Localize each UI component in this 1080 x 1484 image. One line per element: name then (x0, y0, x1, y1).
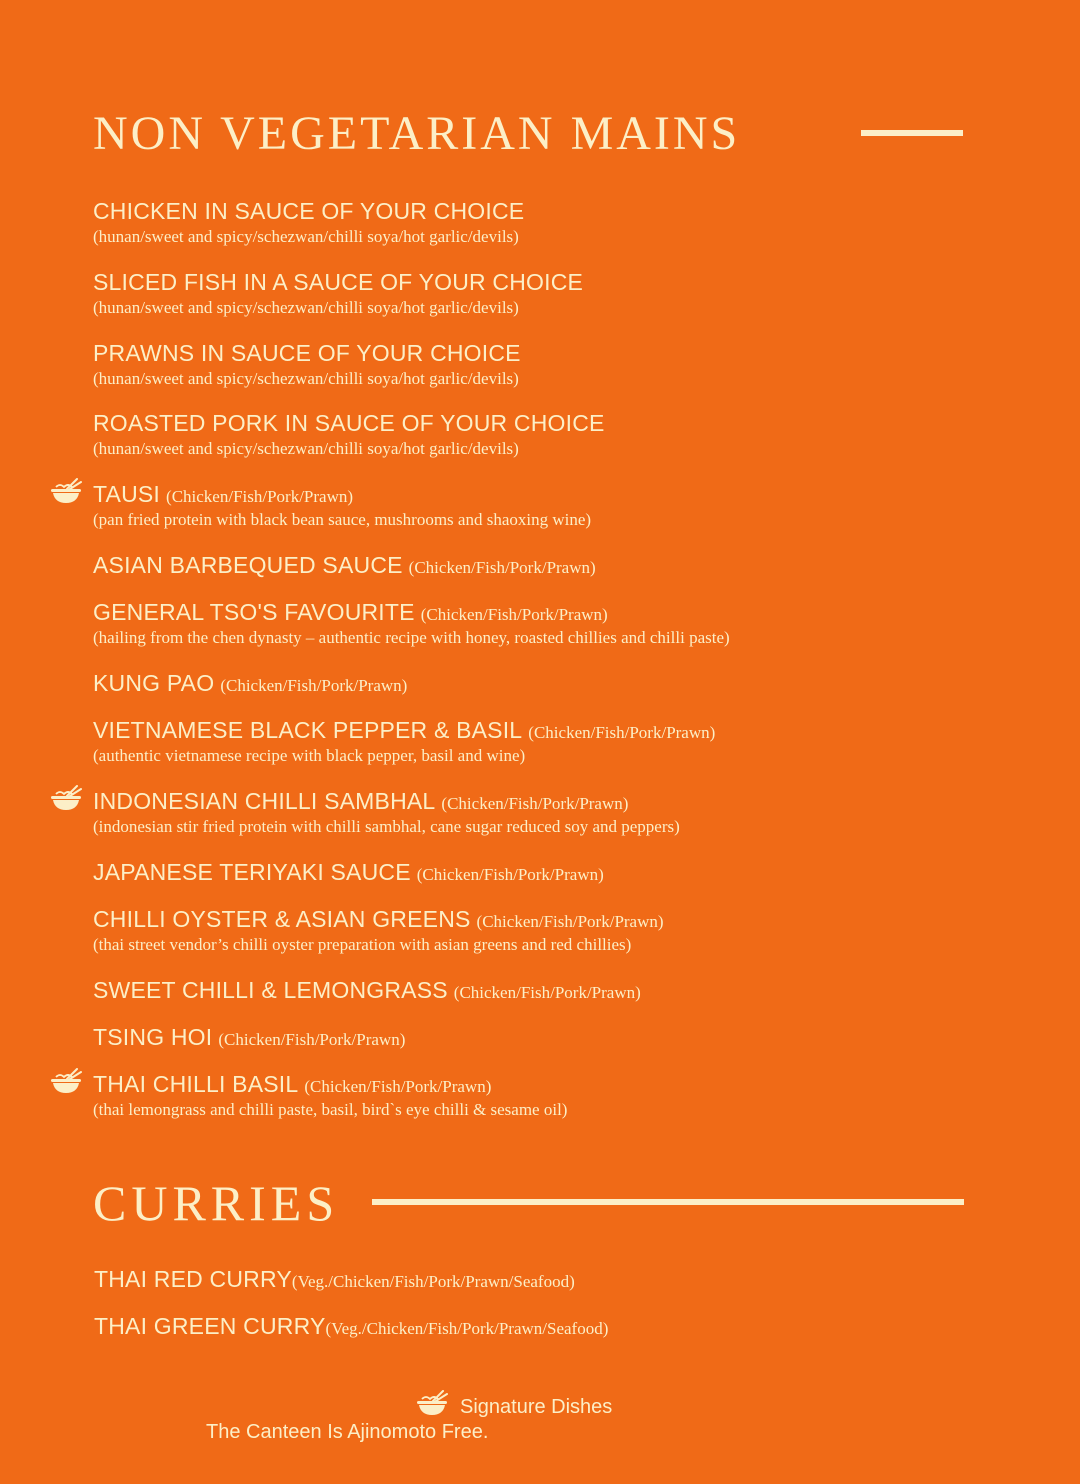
menu-item-roasted-pork-sauce (93, 410, 605, 459)
signature-dish-icon (50, 1068, 82, 1094)
menu-item-chicken-sauce (93, 198, 524, 247)
signature-dish-icon (50, 478, 82, 504)
item-options: (Chicken/Fish/Pork/Prawn) (166, 487, 354, 506)
item-options: (Chicken/Fish/Pork/Prawn) (453, 983, 641, 1002)
menu-item-vietnamese-pepper-basil (93, 717, 715, 766)
signature-legend-label: Signature Dishes (460, 1396, 613, 1418)
item-description: (authentic vietnamese recipe with black pepper, basil and wine) (93, 746, 526, 765)
menu-item-tsing-hoi (93, 1024, 405, 1051)
menu-item-asian-barbequed (93, 552, 596, 579)
item-name: THAI RED CURRY (94, 1266, 292, 1292)
item-name: TAUSI (93, 481, 161, 507)
item-description: (indonesian stir fried protein with chilli sambhal, cane sugar reduced soy and peppers) (93, 817, 680, 836)
noodle-bowl-chopsticks-icon (416, 1390, 448, 1416)
item-options: (Chicken/Fish/Pork/Prawn) (416, 865, 604, 884)
signature-dish-icon (50, 785, 82, 811)
menu-item-thai-chilli-basil (93, 1071, 567, 1120)
item-name: ROASTED PORK IN SAUCE OF YOUR CHOICE (93, 410, 605, 436)
menu-item-chilli-oyster-greens (93, 906, 664, 955)
item-name: SWEET CHILLI & LEMONGRASS (93, 977, 448, 1003)
menu-item-sweet-chilli-lemongrass (93, 977, 641, 1004)
item-name: TSING HOI (93, 1024, 213, 1050)
non-veg-title-rule (861, 130, 963, 136)
item-options: (Veg./Chicken/Fish/Pork/Prawn/Seafood) (291, 1272, 575, 1291)
item-options: (Chicken/Fish/Pork/Prawn) (420, 605, 608, 624)
item-name: INDONESIAN CHILLI SAMBHAL (93, 788, 436, 814)
item-description: (thai lemongrass and chilli paste, basil, bird`s eye chilli & sesame oil) (93, 1100, 568, 1119)
non-veg-section-title: NON VEGETARIAN MAINS (93, 107, 741, 160)
item-options: (Chicken/Fish/Pork/Prawn) (528, 723, 716, 742)
item-name: THAI GREEN CURRY (94, 1313, 326, 1339)
item-options: (Chicken/Fish/Pork/Prawn) (408, 558, 596, 577)
item-name: JAPANESE TERIYAKI SAUCE (93, 859, 411, 885)
item-description: (thai street vendor’s chilli oyster preparation with asian greens and red chillies) (93, 935, 632, 954)
menu-item-thai-green-curry (94, 1313, 608, 1340)
item-name: ASIAN BARBEQUED SAUCE (93, 552, 403, 578)
item-description: (hunan/sweet and spicy/schezwan/chilli soya/hot garlic/devils) (93, 439, 519, 458)
item-description: (hunan/sweet and spicy/schezwan/chilli soya/hot garlic/devils) (93, 227, 519, 246)
item-name: THAI CHILLI BASIL (93, 1071, 299, 1097)
item-options: (Chicken/Fish/Pork/Prawn) (218, 1030, 406, 1049)
item-name: KUNG PAO (93, 670, 215, 696)
item-name: CHILLI OYSTER & ASIAN GREENS (93, 906, 471, 932)
menu-item-indonesian-sambhal (93, 788, 680, 837)
item-options: (Veg./Chicken/Fish/Pork/Prawn/Seafood) (325, 1319, 609, 1338)
menu-item-japanese-teriyaki (93, 859, 604, 886)
item-description: (hunan/sweet and spicy/schezwan/chilli soya/hot garlic/devils) (93, 298, 519, 317)
ajinomoto-free-note: The Canteen Is Ajinomoto Free. (206, 1421, 489, 1443)
menu-item-sliced-fish-sauce (93, 269, 583, 318)
item-options: (Chicken/Fish/Pork/Prawn) (441, 794, 629, 813)
curries-title-rule (372, 1199, 964, 1205)
item-description: (hunan/sweet and spicy/schezwan/chilli soya/hot garlic/devils) (93, 369, 519, 388)
item-options: (Chicken/Fish/Pork/Prawn) (304, 1077, 492, 1096)
item-name: SLICED FISH IN A SAUCE OF YOUR CHOICE (93, 269, 584, 295)
menu-item-tausi (93, 481, 591, 530)
item-description: (pan fried protein with black bean sauce, mushrooms and shaoxing wine) (93, 510, 592, 529)
curries-section-title: CURRIES (93, 1175, 340, 1231)
item-description: (hailing from the chen dynasty – authentic recipe with honey, roasted chillies and chilli paste) (93, 628, 730, 647)
menu-item-kung-pao (93, 670, 407, 697)
item-options: (Chicken/Fish/Pork/Prawn) (476, 912, 664, 931)
item-options: (Chicken/Fish/Pork/Prawn) (220, 676, 408, 695)
menu-item-prawns-sauce (93, 340, 521, 389)
menu-item-general-tso (93, 599, 730, 648)
item-name: GENERAL TSO'S FAVOURITE (93, 599, 415, 625)
item-name: PRAWNS IN SAUCE OF YOUR CHOICE (93, 340, 521, 366)
item-name: VIETNAMESE BLACK PEPPER & BASIL (93, 717, 523, 743)
menu-item-thai-red-curry (94, 1266, 575, 1293)
item-name: CHICKEN IN SAUCE OF YOUR CHOICE (93, 198, 525, 224)
